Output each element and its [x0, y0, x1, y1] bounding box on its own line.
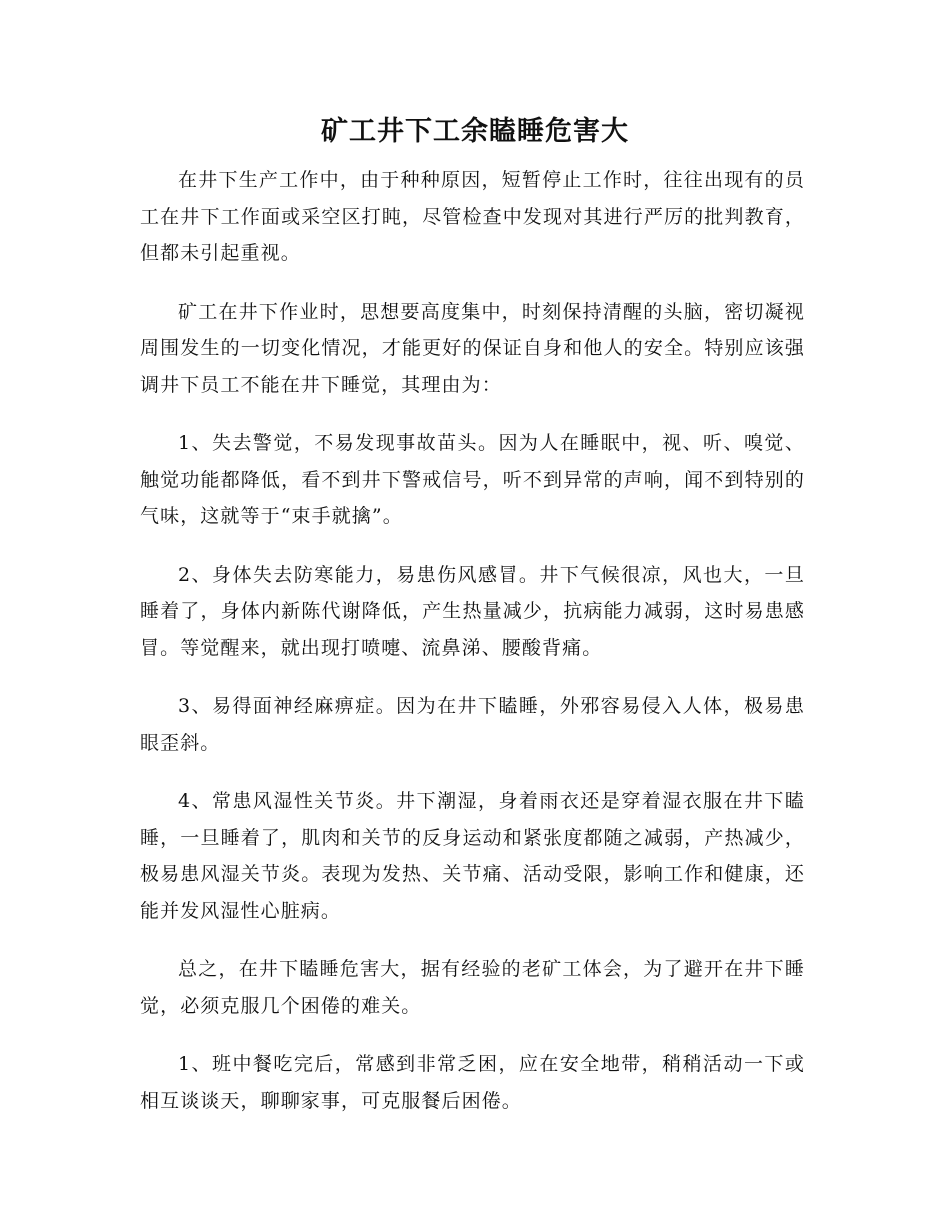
paragraph-reason-3: 3、易得面神经麻痹症。因为在井下瞌睡，外邪容易侵入人体，极易患眼歪斜。: [140, 695, 805, 754]
paragraph-reasons-lead: 矿工在井下作业时，思想要高度集中，时刻保持清醒的头脑，密切凝视周围发生的一切变化情况，才能更好的保证自身和他人的安全。特别应该强调井下员工不能在井下睡觉，其理由为：: [140, 300, 805, 396]
paragraph-intro: 在井下生产工作中，由于种种原因，短暂停止工作时，往往出现有的员工在井下工作面或采空区打盹，尽管检查中发现对其进行严厉的批判教育，但都未引起重视。: [140, 169, 805, 264]
document-body: [140, 162, 805, 1141]
paragraph-reason-2: 2、身体失去防寒能力，易患伤风感冒。井下气候很凉，风也大，一旦睡着了，身体内新陈代谢降低，产生热量减少，抗病能力减弱，这时易患感冒。等觉醒来，就出现打喷嚏、流鼻涕、腰酸背痛。: [140, 563, 805, 659]
paragraph-summary: 总之，在井下瞌睡危害大，据有经验的老矿工体会，为了避开在井下睡觉，必须克服几个困倦的难关。: [140, 958, 805, 1017]
paragraph-tip-1: 1、班中餐吃完后，常感到非常乏困，应在安全地带，稍稍活动一下或相互谈谈天，聊聊家事，可克服餐后困倦。: [140, 1053, 805, 1112]
paragraph-reason-1: 1、失去警觉，不易发现事故苗头。因为人在睡眠中，视、听、嗅觉、触觉功能都降低，看不到井下警戒信号，听不到异常的声响，闻不到特别的气味，这就等于“束手就擒”。: [140, 432, 805, 527]
document-title: 矿工井下工余瞌睡危害大: [321, 116, 629, 147]
paragraph-reason-4: 4、常患风湿性关节炎。井下潮湿，身着雨衣还是穿着湿衣服在井下瞌睡，一旦睡着了，肌肉和关节的反身运动和紧张度都随之减弱，产热减少，极易患风湿关节炎。表现为发热、关节痛、活动受限，影响工作和健康，还能并发风湿性心脏病。: [140, 790, 805, 922]
